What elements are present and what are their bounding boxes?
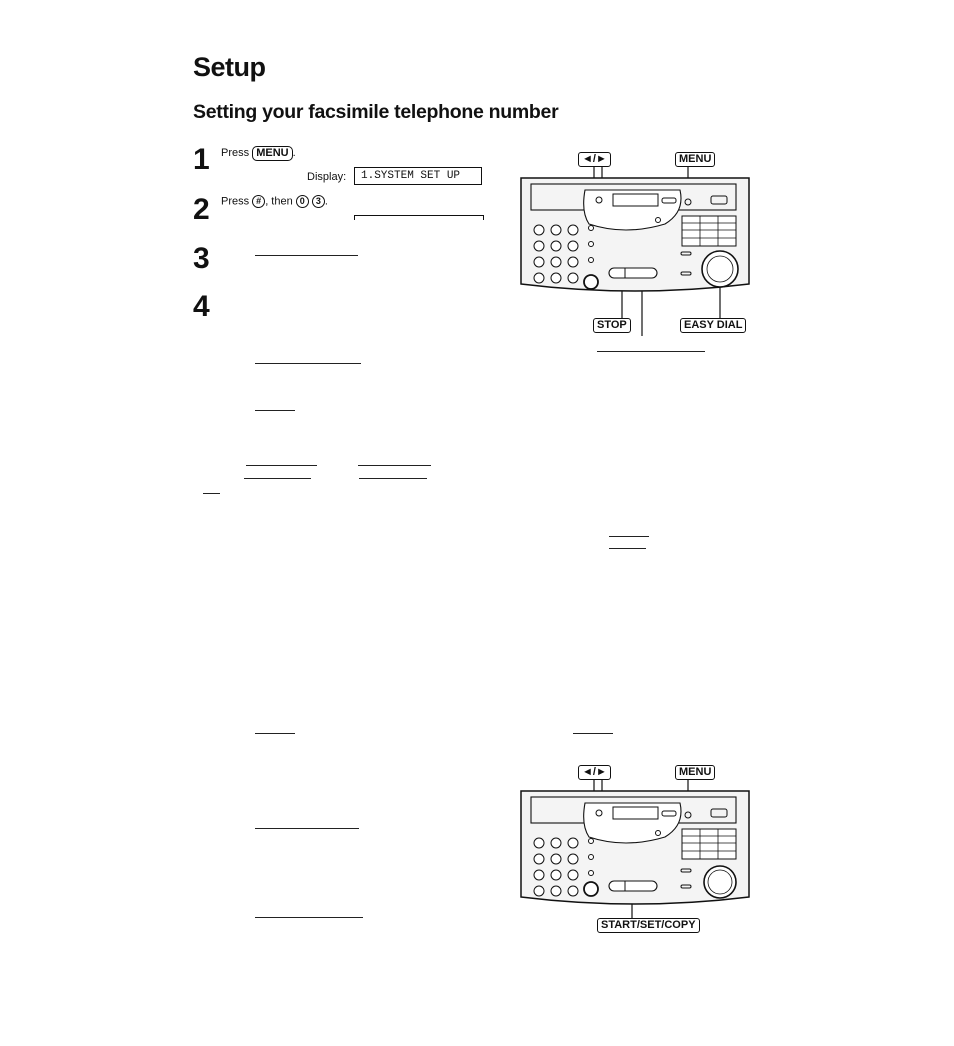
round-button-icon bbox=[584, 882, 598, 896]
three-key: 3 bbox=[312, 195, 325, 208]
step-number-1: 1 bbox=[193, 143, 210, 176]
one-touch-grid bbox=[682, 829, 736, 859]
display-label: Display: bbox=[307, 171, 347, 183]
step-2-text-pre: Press bbox=[221, 195, 253, 208]
arrow-separator: / bbox=[592, 153, 596, 165]
step-number-4: 4 bbox=[193, 290, 210, 323]
left-arrow-icon: ◄ bbox=[582, 153, 593, 165]
lcd-display: 1.SYSTEM SET UP bbox=[354, 167, 482, 185]
menu-key: MENU bbox=[252, 146, 292, 161]
right-arrow-icon: ► bbox=[595, 766, 607, 778]
underline bbox=[255, 828, 359, 829]
underline bbox=[609, 536, 649, 537]
underline bbox=[255, 917, 363, 918]
underline bbox=[573, 733, 613, 734]
start-stop-rocker bbox=[609, 268, 657, 278]
underline bbox=[609, 548, 646, 549]
underline bbox=[358, 465, 431, 466]
round-button-icon bbox=[584, 275, 598, 289]
arrow-keys-label-bottom bbox=[578, 765, 611, 780]
fax-panel-diagram-bottom bbox=[515, 779, 755, 919]
underline bbox=[244, 478, 311, 479]
lcd-display-2 bbox=[354, 215, 484, 220]
left-arrow-icon: ◄ bbox=[582, 766, 593, 778]
step-1-text-post: . bbox=[292, 147, 296, 159]
page-title: Setup bbox=[193, 52, 266, 82]
stop-label: STOP bbox=[593, 318, 631, 333]
step-2-text-post: . bbox=[324, 195, 328, 208]
step-number-2: 2 bbox=[193, 193, 210, 226]
easy-dial-label: EASY DIAL bbox=[680, 318, 746, 333]
underline bbox=[246, 465, 317, 466]
fax-panel-diagram-top bbox=[515, 166, 755, 336]
section-title: Setting your facsimile telephone number bbox=[193, 101, 559, 123]
arrow-keys-label bbox=[578, 152, 611, 167]
one-touch-grid bbox=[682, 216, 736, 246]
underline bbox=[255, 255, 358, 256]
underline bbox=[255, 363, 361, 364]
step-number-3: 3 bbox=[193, 242, 210, 275]
underline bbox=[203, 493, 220, 494]
underline bbox=[255, 733, 295, 734]
underline bbox=[597, 351, 705, 352]
step-1-instruction bbox=[221, 146, 296, 161]
underline bbox=[255, 410, 295, 411]
zero-key: 0 bbox=[296, 195, 309, 208]
arrow-separator: / bbox=[592, 766, 596, 778]
step-2-text-mid: , then bbox=[265, 195, 296, 208]
start-set-copy-button bbox=[609, 881, 657, 891]
hash-key: # bbox=[252, 195, 265, 208]
start-set-copy-label: START/SET/COPY bbox=[597, 918, 700, 933]
underline bbox=[359, 478, 427, 479]
menu-label-bottom: MENU bbox=[675, 765, 715, 780]
step-2-instruction bbox=[221, 195, 328, 208]
step-1-text-pre: Press bbox=[221, 147, 253, 159]
menu-label: MENU bbox=[675, 152, 715, 167]
easy-dial-knob bbox=[704, 866, 736, 898]
right-arrow-icon: ► bbox=[595, 153, 607, 165]
